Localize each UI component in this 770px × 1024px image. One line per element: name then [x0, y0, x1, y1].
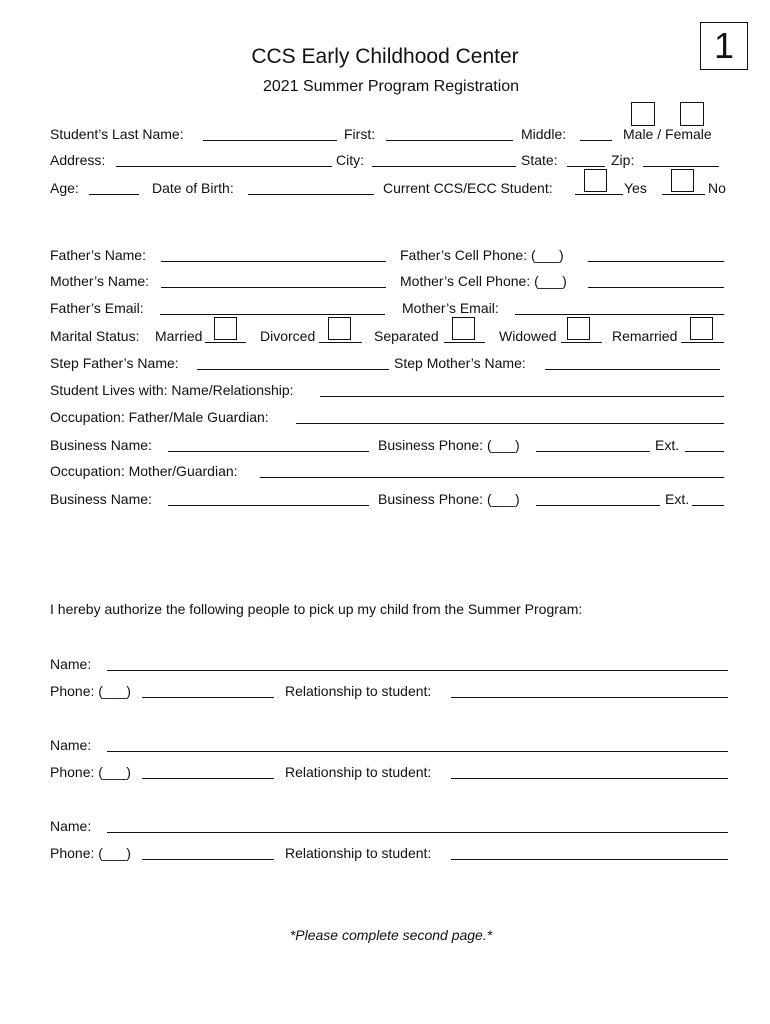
- last-name-field[interactable]: [203, 140, 337, 141]
- middle-name-field[interactable]: [580, 140, 612, 141]
- business-phone-1-label: Business Phone: (___): [378, 437, 520, 453]
- mother-name-field[interactable]: [161, 287, 386, 288]
- business-phone-2-label: Business Phone: (___): [378, 491, 520, 507]
- separated-label: Separated: [374, 328, 439, 344]
- marital-status-label: Marital Status:: [50, 328, 140, 344]
- pickup-name-label: Name:: [50, 737, 92, 753]
- male-checkbox[interactable]: [631, 102, 655, 126]
- divorced-line: [319, 342, 362, 343]
- business-name-2-field[interactable]: [168, 505, 369, 506]
- age-label: Age:: [50, 180, 79, 196]
- mother-cell-label: Mother’s Cell Phone: (___): [400, 273, 567, 289]
- father-name-label: Father’s Name:: [50, 247, 146, 263]
- pickup-relationship-field[interactable]: [451, 778, 728, 779]
- step-mother-label: Step Mother’s Name:: [394, 355, 526, 371]
- step-mother-field[interactable]: [545, 369, 720, 370]
- pickup-phone-field[interactable]: [142, 859, 274, 860]
- occupation-father-field[interactable]: [296, 423, 724, 424]
- pickup-name-label: Name:: [50, 656, 92, 672]
- pickup-name-field[interactable]: [107, 832, 728, 833]
- remarried-checkbox[interactable]: [690, 317, 713, 340]
- address-field[interactable]: [116, 166, 332, 167]
- pickup-relationship-label: Relationship to student:: [285, 683, 432, 699]
- remarried-line: [681, 342, 724, 343]
- yes-checkbox[interactable]: [584, 169, 607, 192]
- mother-email-field[interactable]: [515, 314, 724, 315]
- no-label: No: [708, 180, 726, 196]
- widowed-checkbox[interactable]: [567, 317, 590, 340]
- father-email-field[interactable]: [160, 314, 385, 315]
- married-line: [205, 342, 246, 343]
- remarried-label: Remarried: [612, 328, 678, 344]
- state-field[interactable]: [567, 166, 605, 167]
- pickup-relationship-label: Relationship to student:: [285, 845, 432, 861]
- ext-2-label: Ext.: [665, 491, 690, 507]
- pickup-phone-label: Phone: (___): [50, 845, 131, 861]
- zip-field[interactable]: [643, 166, 719, 167]
- father-cell-label: Father’s Cell Phone: (___): [400, 247, 564, 263]
- occupation-father-label: Occupation: Father/Male Guardian:: [50, 409, 269, 425]
- separated-line: [444, 342, 485, 343]
- city-field[interactable]: [372, 166, 516, 167]
- current-student-label: Current CCS/ECC Student:: [383, 180, 553, 196]
- married-label: Married: [155, 328, 203, 344]
- footer-note: *Please complete second page.*: [289, 927, 493, 943]
- step-father-label: Step Father’s Name:: [50, 355, 179, 371]
- form-title: CCS Early Childhood Center: [251, 45, 519, 68]
- yes-line: [575, 194, 623, 195]
- no-checkbox[interactable]: [671, 169, 694, 192]
- occupation-mother-label: Occupation: Mother/Guardian:: [50, 463, 238, 479]
- zip-label: Zip:: [611, 152, 635, 168]
- widowed-label: Widowed: [499, 328, 557, 344]
- dob-field[interactable]: [248, 194, 374, 195]
- pickup-relationship-field[interactable]: [451, 859, 728, 860]
- first-name-label: First:: [344, 126, 376, 142]
- pickup-phone-field[interactable]: [142, 778, 274, 779]
- father-name-field[interactable]: [161, 261, 386, 262]
- ext-1-field[interactable]: [685, 451, 724, 452]
- father-cell-field[interactable]: [588, 261, 724, 262]
- address-label: Address:: [50, 152, 106, 168]
- mother-email-label: Mother’s Email:: [402, 300, 499, 316]
- city-label: City:: [336, 152, 364, 168]
- gender-label: Male / Female: [623, 126, 712, 142]
- form-subtitle: 2021 Summer Program Registration: [262, 78, 520, 95]
- yes-label: Yes: [624, 180, 647, 196]
- divorced-label: Divorced: [260, 328, 316, 344]
- business-phone-1-field[interactable]: [536, 451, 650, 452]
- separated-checkbox[interactable]: [452, 317, 475, 340]
- middle-name-label: Middle:: [521, 126, 567, 142]
- pickup-phone-label: Phone: (___): [50, 764, 131, 780]
- ext-1-label: Ext.: [655, 437, 680, 453]
- last-name-label: Student’s Last Name:: [50, 126, 184, 142]
- state-label: State:: [521, 152, 558, 168]
- ext-2-field[interactable]: [692, 505, 724, 506]
- business-name-2-label: Business Name:: [50, 491, 152, 507]
- occupation-mother-field[interactable]: [260, 477, 724, 478]
- pickup-name-field[interactable]: [107, 670, 728, 671]
- pickup-relationship-label: Relationship to student:: [285, 764, 432, 780]
- lives-with-label: Student Lives with: Name/Relationship:: [50, 382, 294, 398]
- widowed-line: [561, 342, 602, 343]
- mother-cell-field[interactable]: [588, 287, 724, 288]
- business-name-1-label: Business Name:: [50, 437, 152, 453]
- page-number-box: 1: [700, 22, 748, 70]
- step-father-field[interactable]: [197, 369, 389, 370]
- pickup-name-label: Name:: [50, 818, 92, 834]
- female-checkbox[interactable]: [680, 102, 704, 126]
- dob-label: Date of Birth:: [152, 180, 234, 196]
- age-field[interactable]: [89, 194, 139, 195]
- mother-name-label: Mother’s Name:: [50, 273, 150, 289]
- pickup-name-field[interactable]: [107, 751, 728, 752]
- father-email-label: Father’s Email:: [50, 300, 144, 316]
- business-phone-2-field[interactable]: [536, 505, 660, 506]
- pickup-phone-label: Phone: (___): [50, 683, 131, 699]
- pickup-relationship-field[interactable]: [451, 697, 728, 698]
- pickup-phone-field[interactable]: [142, 697, 274, 698]
- lives-with-field[interactable]: [320, 396, 724, 397]
- married-checkbox[interactable]: [214, 317, 237, 340]
- no-line: [662, 194, 705, 195]
- business-name-1-field[interactable]: [168, 451, 369, 452]
- divorced-checkbox[interactable]: [328, 317, 351, 340]
- first-name-field[interactable]: [386, 140, 513, 141]
- pickup-intro: I hereby authorize the following people to pick up my child from the Summer Program:: [50, 601, 583, 617]
